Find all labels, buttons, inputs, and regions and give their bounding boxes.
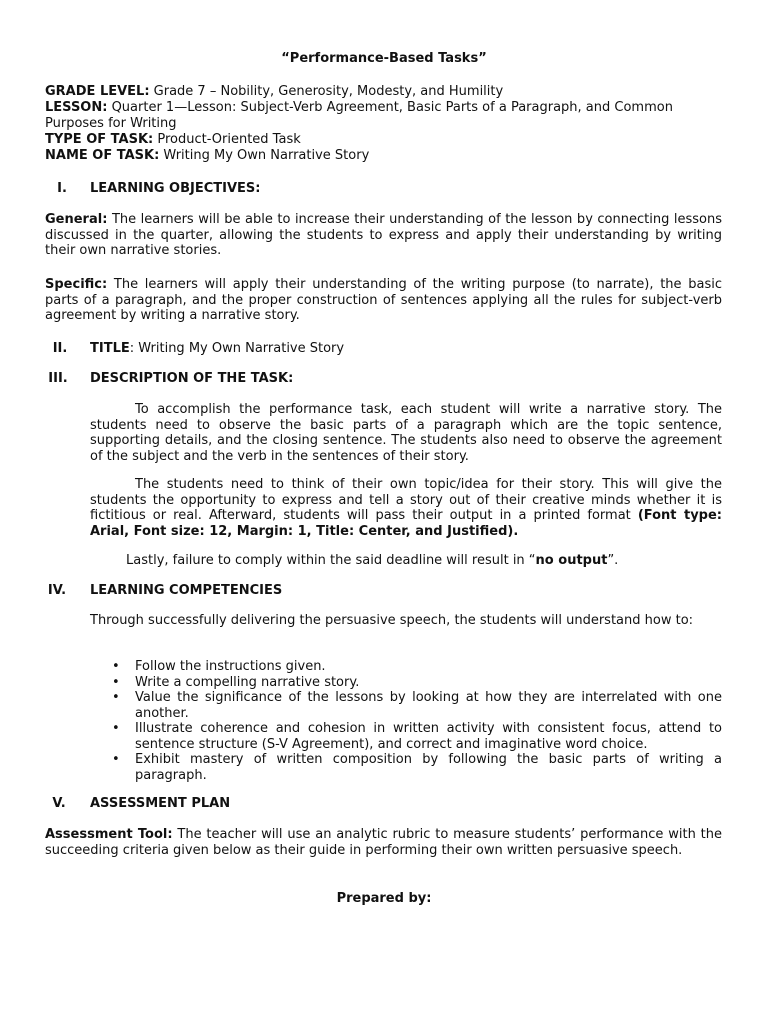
list-item: [90, 752, 722, 783]
general-text: The learners will be able to increase their understanding of the lesson by connecting lessons discussed in the quarter, allowing the students to express and apply their understanding by writing their own narrative stories.: [45, 212, 722, 258]
list-item-text: Write a compelling narrative story.: [135, 674, 360, 690]
section-2-value: : Writing My Own Narrative Story: [129, 341, 345, 356]
list-item: [90, 675, 722, 691]
description-paragraph-2-text: The students need to think of their own topic/idea for their story. This will give the students the opportunity to express and tell a story out of their creative minds whether it is fictitious or real. Afterward, students will pass their output in a printed format: [90, 477, 722, 523]
assessment-tool-text: The teacher will use an analytic rubric to measure students’ performance with the succeeding criteria given below as their guide in performing their own written persuasive speech.: [45, 827, 722, 858]
list-item-text: Value the significance of the lessons by looking at how they are interrelated with one another.: [135, 690, 722, 721]
bullet-icon: •: [112, 674, 120, 690]
list-item: [90, 690, 722, 721]
task-type-value: Product-Oriented Task: [153, 132, 301, 147]
task-name-line: [45, 148, 722, 164]
document-title: “Performance-Based Tasks”: [281, 51, 487, 66]
lesson-line: [45, 100, 722, 131]
section-1-number: I.: [57, 181, 67, 196]
list-item: [90, 659, 722, 675]
bullet-icon: •: [112, 752, 120, 767]
grade-level-label: GRADE LEVEL:: [45, 84, 150, 99]
task-name-value: Writing My Own Narrative Story: [159, 148, 370, 163]
general-label: General:: [45, 212, 108, 227]
task-type-line: [45, 132, 722, 148]
competencies-list: [90, 659, 722, 783]
prepared-by-label: Prepared by:: [336, 891, 432, 906]
section-4-heading: LEARNING COMPETENCIES: [90, 583, 283, 598]
section-4-number: IV.: [47, 583, 67, 598]
bullet-icon: •: [112, 721, 120, 736]
bullet-icon: •: [112, 690, 120, 705]
list-item-text: Illustrate coherence and cohesion in written activity with consistent focus, attend to sentence structure (S-V Agreement), and correct and imaginative word choice.: [135, 721, 722, 752]
specific-label: Specific:: [45, 277, 108, 292]
lesson-label: LESSON:: [45, 100, 108, 115]
list-item-text: Exhibit mastery of written composition by following the basic parts of writing a paragraph.: [135, 752, 722, 783]
deadline-text-pre: Lastly, failure to comply within the said deadline will result in “: [126, 553, 536, 568]
section-2-label: TITLE: [90, 341, 130, 356]
specific-text: The learners will apply their understanding of the writing purpose (to narrate), the basic parts of a paragraph, and the proper construction of sentences applying all the rules for subject-verb agreement by writing a narrative story.: [45, 277, 722, 323]
list-item-text: Follow the instructions given.: [135, 659, 326, 674]
deadline-text-post: ”.: [607, 553, 619, 568]
description-paragraph-3: [90, 553, 722, 569]
grade-level-line: [45, 84, 722, 100]
general-objective: [45, 212, 722, 259]
section-5-heading: ASSESSMENT PLAN: [90, 796, 231, 811]
lesson-value: Quarter 1—Lesson: Subject-Verb Agreement, Basic Parts of a Paragraph, and Common Purposes for Writing: [45, 100, 673, 131]
description-paragraph-1: To accomplish the performance task, each student will write a narrative story. The students need to observe the basic parts of a paragraph which are the topic sentence, supporting details, and the closing sentence. The students also need to observe the agreement of the subject and the verb in the sentences of their story.: [90, 402, 722, 464]
section-1-heading: LEARNING OBJECTIVES:: [90, 181, 261, 196]
assessment-tool: [45, 827, 722, 858]
format-requirements: (Font type: Arial, Font size: 12, Margin: 1, Title: Center, and Justified).: [90, 508, 722, 539]
task-type-label: TYPE OF TASK:: [45, 132, 154, 147]
section-5-number: V.: [52, 796, 66, 811]
no-output-text: no output: [535, 553, 608, 568]
section-3-heading: DESCRIPTION OF THE TASK:: [90, 371, 294, 386]
section-3-number: III.: [48, 371, 68, 386]
section-2-number: II.: [52, 341, 68, 356]
assessment-tool-label: Assessment Tool:: [45, 827, 173, 842]
grade-level-value: Grade 7 – Nobility, Generosity, Modesty, and Humility: [149, 84, 504, 99]
bullet-icon: •: [112, 659, 120, 674]
competencies-intro: Through successfully delivering the persuasive speech, the students will understand how to:: [90, 613, 694, 628]
specific-objective: [45, 277, 722, 324]
description-paragraph-2: [90, 477, 722, 539]
task-name-label: NAME OF TASK:: [45, 148, 160, 163]
list-item: [90, 721, 722, 752]
section-2-heading: [90, 341, 344, 357]
